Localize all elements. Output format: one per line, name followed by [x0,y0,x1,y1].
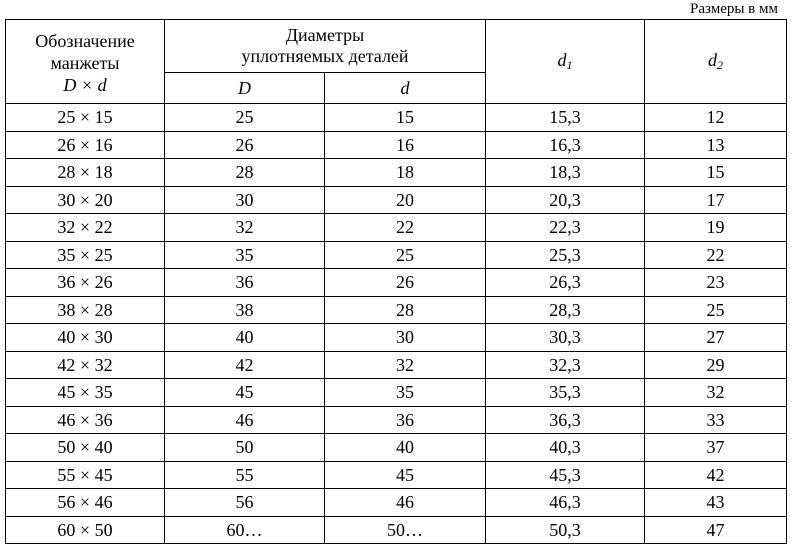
designation-cell: 30 × 20 [6,186,165,214]
D-cell: 28 [165,159,325,187]
units-note: Размеры в мм [689,1,778,17]
designation-cell: 60 × 50 [6,516,165,544]
table-row [6,131,787,159]
designation-cell: 32 × 22 [6,214,165,242]
designation-cell: 56 × 46 [6,489,165,517]
D-cell: 55 [165,461,325,489]
D-cell: 45 [165,379,325,407]
designation-header-line3: D × d [63,74,107,95]
designation-cell: 28 × 18 [6,159,165,187]
D-cell: 35 [165,241,325,269]
D-cell: 46 [165,406,325,434]
diameters-header-line2: уплотняемых деталей [241,46,409,66]
d2-cell: 17 [645,186,787,214]
d1-cell: 22,3 [486,214,645,242]
d2-cell: 15 [645,159,787,187]
D-cell: 40 [165,324,325,352]
d-cell: 32 [325,351,486,379]
table-row [6,406,787,434]
table-header [6,20,787,104]
d-cell: 46 [325,489,486,517]
d2-cell: 13 [645,131,787,159]
table-row [6,296,787,324]
designation-cell: 25 × 15 [6,104,165,132]
d1-cell: 25,3 [486,241,645,269]
d-cell: 50… [325,516,486,544]
d1-cell: 16,3 [486,131,645,159]
d1-cell: 18,3 [486,159,645,187]
d-cell: 28 [325,296,486,324]
d-cell: 20 [325,186,486,214]
d2-header [645,20,787,104]
table-row [6,379,787,407]
seal-dimensions-table [5,19,787,544]
d-cell: 45 [325,461,486,489]
d2-cell: 29 [645,351,787,379]
d2-cell: 33 [645,406,787,434]
D-cell: 56 [165,489,325,517]
d-cell: 25 [325,241,486,269]
D-cell: 38 [165,296,325,324]
d1-header [486,20,645,104]
D-header: D [165,73,325,104]
d2-cell: 23 [645,269,787,297]
d1-cell: 15,3 [486,104,645,132]
d2-header-sub: 2 [717,58,723,72]
D-cell: 60… [165,516,325,544]
designation-cell: 50 × 40 [6,434,165,462]
d2-cell: 12 [645,104,787,132]
d-cell: 16 [325,131,486,159]
diameters-header-line1: Диаметры [285,25,365,45]
d2-cell: 43 [645,489,787,517]
d2-cell: 22 [645,241,787,269]
table-row [6,241,787,269]
d-cell: 36 [325,406,486,434]
d1-cell: 20,3 [486,186,645,214]
d1-cell: 32,3 [486,351,645,379]
D-cell: 50 [165,434,325,462]
table-row [6,214,787,242]
designation-cell: 35 × 25 [6,241,165,269]
D-cell: 36 [165,269,325,297]
D-cell: 26 [165,131,325,159]
d2-cell: 37 [645,434,787,462]
d-cell: 18 [325,159,486,187]
designation-cell: 36 × 26 [6,269,165,297]
d1-cell: 50,3 [486,516,645,544]
d1-cell: 35,3 [486,379,645,407]
d-cell: 15 [325,104,486,132]
d2-cell: 25 [645,296,787,324]
table-row [6,489,787,517]
d1-header-sub: 1 [566,58,573,72]
d2-cell: 42 [645,461,787,489]
designation-cell: 45 × 35 [6,379,165,407]
d1-cell: 26,3 [486,269,645,297]
table-row [6,324,787,352]
table-row [6,461,787,489]
designation-cell: 42 × 32 [6,351,165,379]
designation-header-line1: Обозначение [35,30,135,51]
d-cell: 30 [325,324,486,352]
diameters-header [165,20,486,73]
d2-cell: 27 [645,324,787,352]
D-cell: 25 [165,104,325,132]
D-cell: 42 [165,351,325,379]
table-row [6,186,787,214]
d-cell: 35 [325,379,486,407]
d1-cell: 45,3 [486,461,645,489]
table-row [6,434,787,462]
table-row [6,104,787,132]
table-row [6,351,787,379]
D-cell: 30 [165,186,325,214]
d1-cell: 30,3 [486,324,645,352]
table-row [6,516,787,544]
d2-cell: 19 [645,214,787,242]
d1-header-base: d [557,50,567,70]
d1-cell: 36,3 [486,406,645,434]
d2-cell: 32 [645,379,787,407]
table-row [6,159,787,187]
designation-cell: 46 × 36 [6,406,165,434]
designation-cell: 40 × 30 [6,324,165,352]
d-cell: 40 [325,434,486,462]
designation-cell: 38 × 28 [6,296,165,324]
designation-header-line2: манжеты [50,52,120,73]
d1-cell: 28,3 [486,296,645,324]
table-row [6,269,787,297]
d-header: d [325,73,486,104]
designation-header [6,20,165,104]
d1-cell: 46,3 [486,489,645,517]
table-body [6,104,787,544]
d1-cell: 40,3 [486,434,645,462]
d-cell: 26 [325,269,486,297]
D-cell: 32 [165,214,325,242]
designation-cell: 55 × 45 [6,461,165,489]
d-cell: 22 [325,214,486,242]
d2-cell: 47 [645,516,787,544]
designation-cell: 26 × 16 [6,131,165,159]
d2-header-base: d [708,50,717,70]
